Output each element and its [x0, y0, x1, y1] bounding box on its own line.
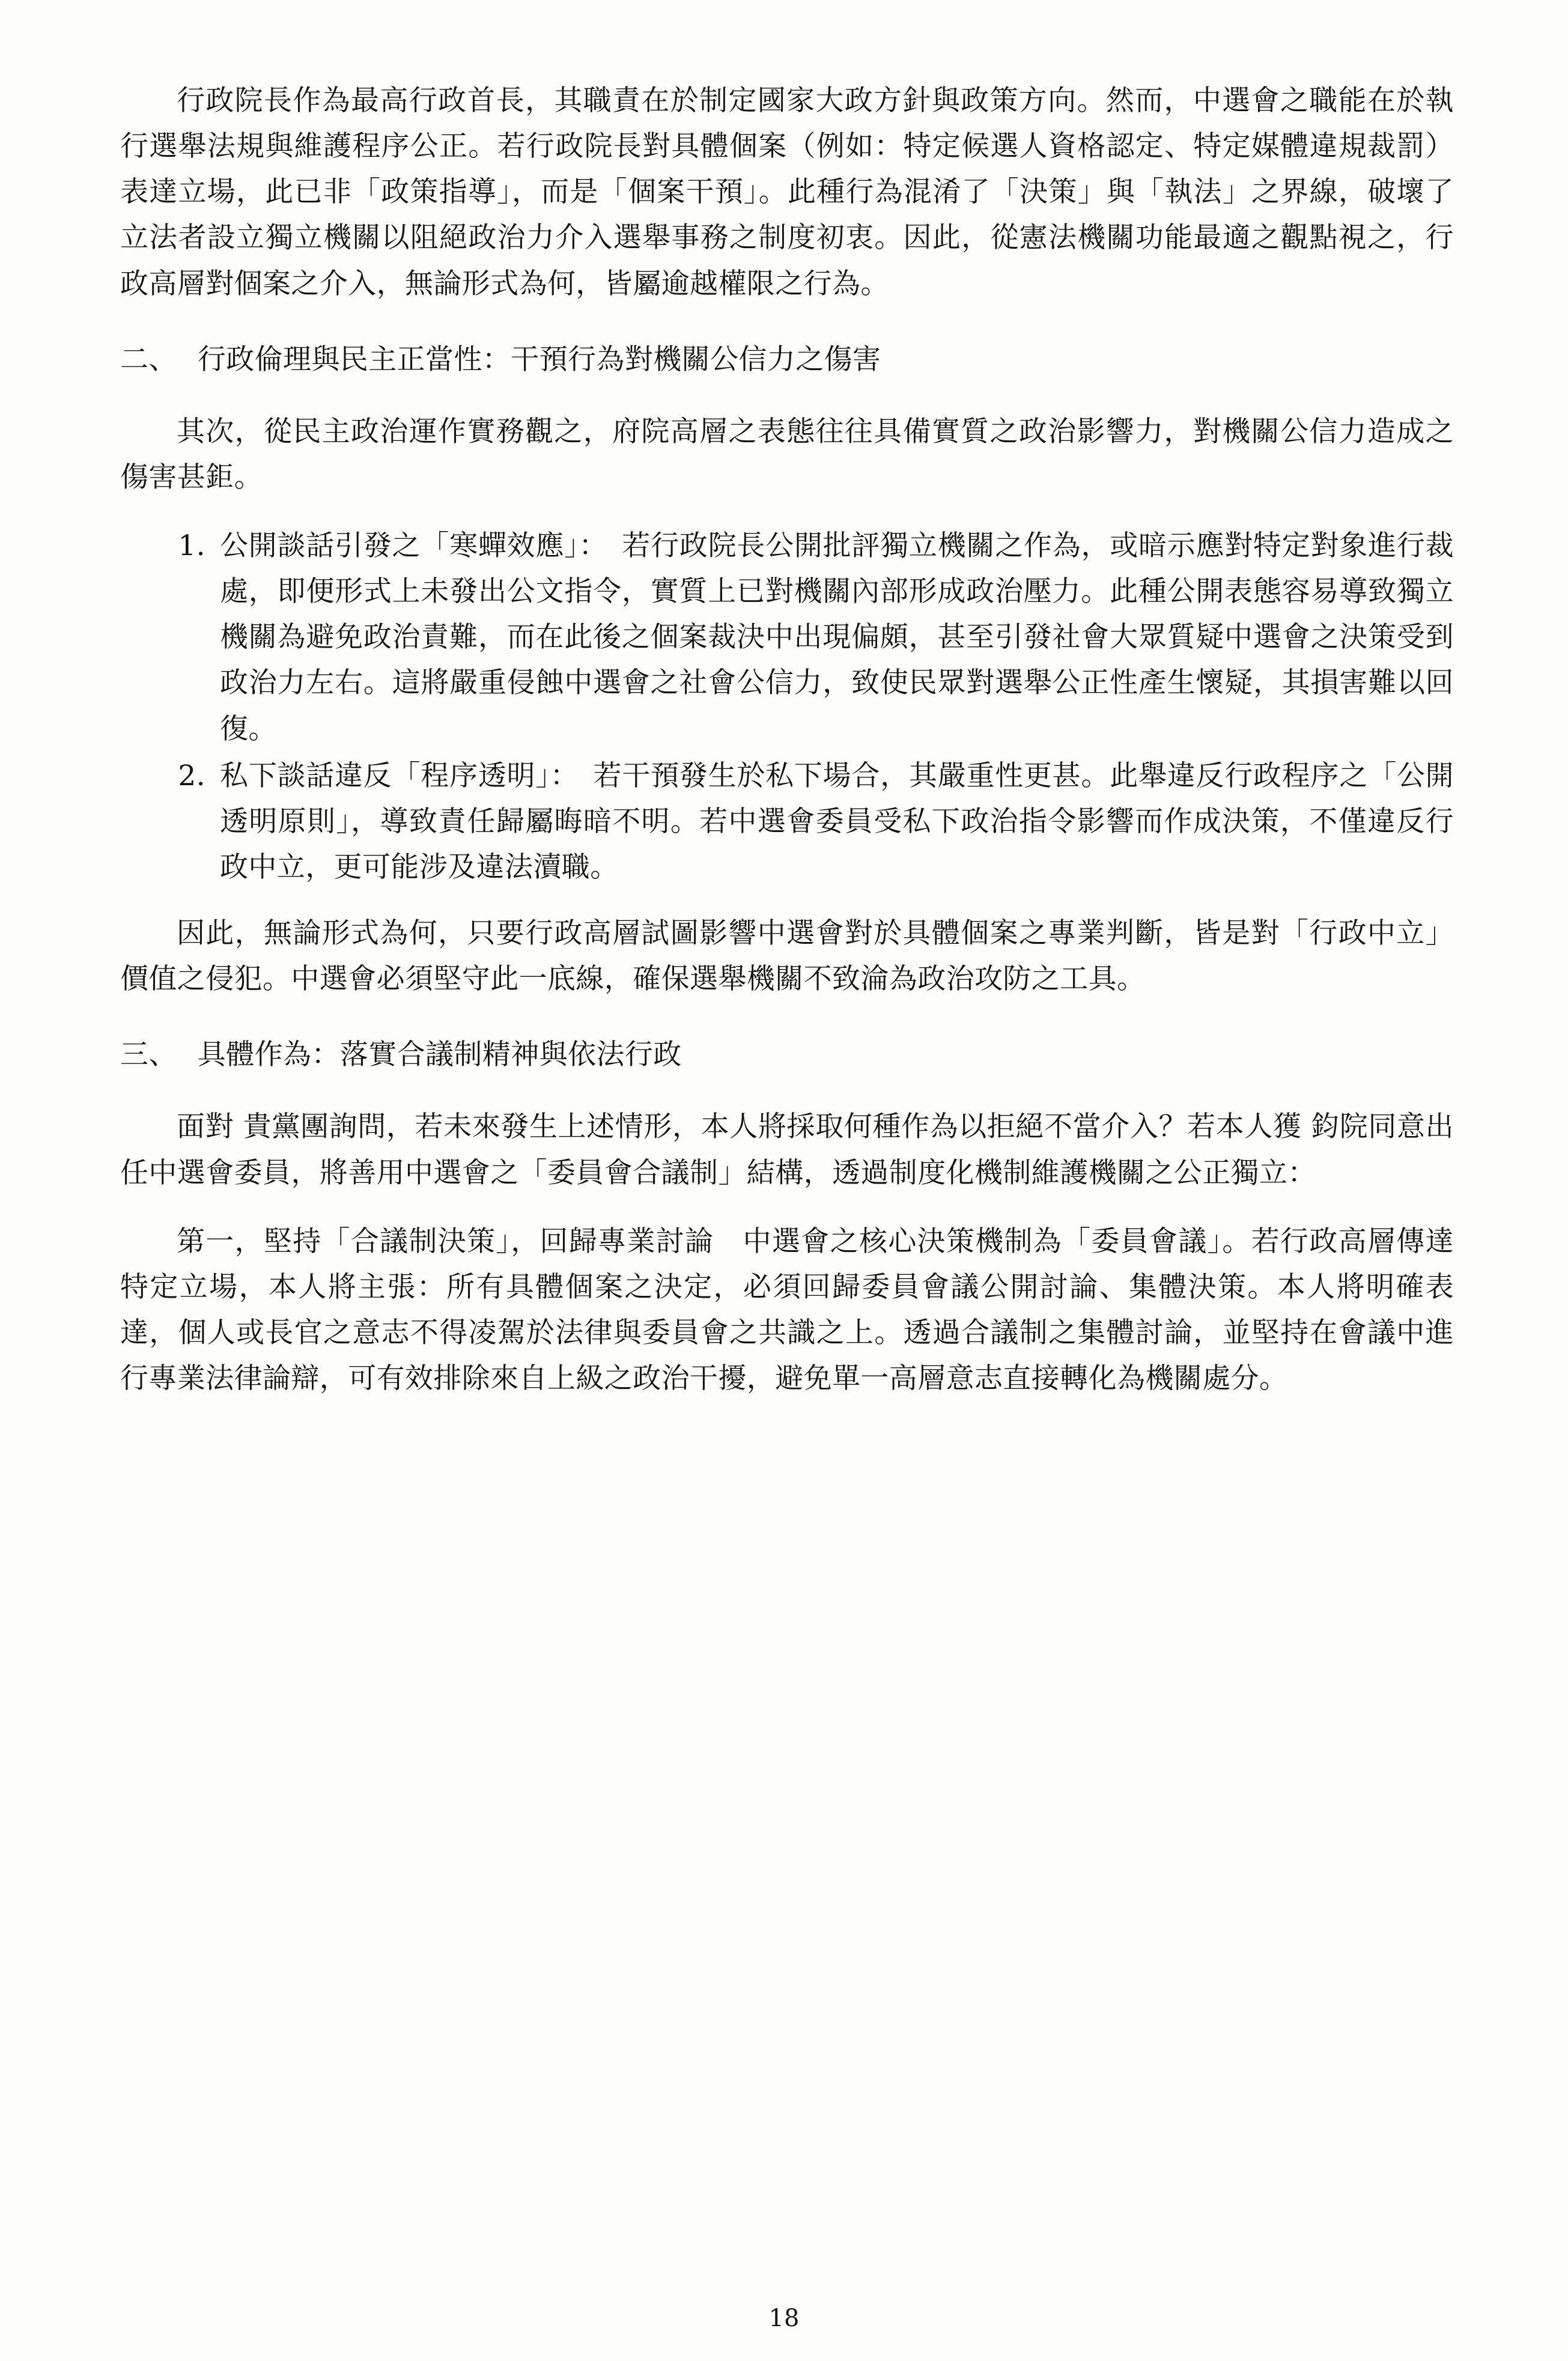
section-heading-3 [120, 1032, 1454, 1078]
list-item-text: 公開談話引發之「寒蟬效應」： 若行政院長公開批評獨立機關之作為，或暗示應對特定對象進行裁處，即便形式上未發出公文指令，實質上已對機關內部形成政治壓力。此種公開表態容易導致獨立機關為避免政治責難，而在此後之個案裁決中出現偏頗，甚至引發社會大眾質疑中選會之決策受到政治力左右。這將嚴重侵蝕中選會之社會公信力，致使民眾對選舉公正性產生懷疑，其損害難以回復。 [220, 529, 1454, 746]
page-number: 18 [768, 2305, 800, 2332]
ordered-list [120, 523, 1454, 890]
section-heading-3-text: 具體作為：落實合議制精神與依法行政 [197, 1038, 682, 1072]
paragraph-2: 其次，從民主政治運作實務觀之，府院高層之表態往往具備實質之政治影響力，對機關公信力造成之傷害甚鉅。 [120, 415, 1454, 494]
paragraph-1: 行政院長作為最高行政首長，其職責在於制定國家大政方針與政策方向。然而，中選會之職能在於執行選舉法規與維護程序公正。若行政院長對具體個案（例如：特定候選人資格認定、特定媒體違規裁罰）表達立場，此已非「政策指導」，而是「個案干預」。此種行為混淆了「決策」與「執法」之界線，破壞了立法者設立獨立機關以阻絕政治力介入選舉事務之制度初衷。因此，從憲法機關功能最適之觀點視之，行政高層對個案之介入，無論形式為何，皆屬逾越權限之行為。 [120, 84, 1454, 300]
paragraph-5: 第一，堅持「合議制決策」，回歸專業討論 中選會之核心決策機制為「委員會議」。若行政高層傳達特定立場，本人將主張：所有具體個案之決定，必須回歸委員會議公開討論、集體決策。本人將明確表達，個人或長官之意志不得凌駕於法律與委員會之共識之上。透過合議制之集體討論，並堅持在會議中進行專業法律論辯，可有效排除來自上級之政治干擾，避免單一高層意志直接轉化為機關處分。 [120, 1224, 1454, 1395]
spacer [120, 1006, 1454, 1032]
spacer [120, 1078, 1454, 1104]
section-heading-2-number: 二、 [120, 342, 177, 376]
spacer [120, 1200, 1454, 1219]
list-item [120, 523, 1454, 752]
list-item-number: 2. [178, 759, 205, 792]
spacer [120, 504, 1454, 523]
paragraph-3: 因此，無論形式為何，只要行政高層試圖影響中選會對於具體個案之專業判斷，皆是對「行政中立」價值之侵犯。中選會必須堅守此一底線，確保選舉機關不致淪為政治攻防之工具。 [120, 917, 1454, 996]
list-item-number: 1. [178, 529, 205, 562]
list-item-text: 私下談話違反「程序透明」： 若干預發生於私下場合，其嚴重性更甚。此舉違反行政程序之「公開透明原則」，導致責任歸屬晦暗不明。若中選會委員受私下政治指令影響而作成決策，不僅違反行政中立，更可能涉及違法瀆職。 [220, 759, 1454, 884]
section-heading-3-number: 三、 [120, 1038, 177, 1072]
section-heading-2 [120, 337, 1454, 383]
section-heading-2-text: 行政倫理與民主正當性：干預行為對機關公信力之傷害 [197, 342, 881, 376]
spacer [120, 383, 1454, 409]
list-item [120, 753, 1454, 890]
document-body [120, 78, 1454, 1402]
spacer [120, 892, 1454, 911]
paragraph-4: 面對 貴黨團詢問，若未來發生上述情形，本人將採取何種作為以拒絕不當介入？若本人獲 鈞院同意出任中選會委員，將善用中選會之「委員會合議制」結構，透過制度化機制維護機關之公正獨立： [120, 1110, 1454, 1190]
spacer [120, 311, 1454, 337]
